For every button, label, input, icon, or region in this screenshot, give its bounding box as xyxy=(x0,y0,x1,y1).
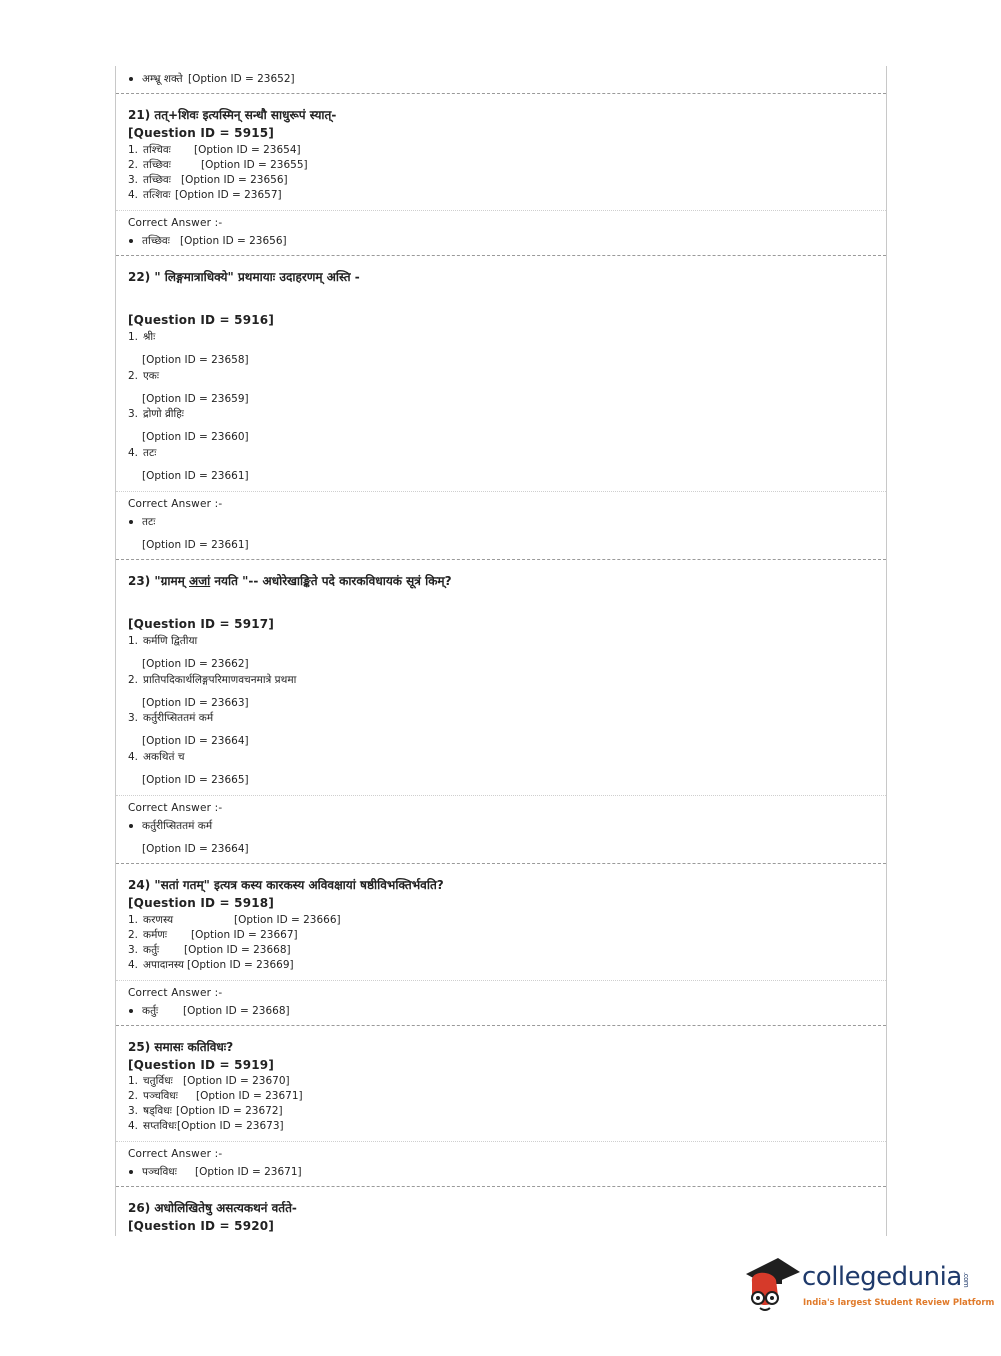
q22-option-4-id: [Option ID = 23661] xyxy=(142,470,249,482)
q22-correct-answer-id: [Option ID = 23661] xyxy=(142,539,249,551)
q24-option-4: 4. अपादानस्य [Option ID = 23669] xyxy=(128,959,294,971)
q23-option-3: 3. कर्तुरीप्सिततमं कर्म xyxy=(128,712,214,724)
q22-option-1-id: [Option ID = 23658] xyxy=(142,354,249,366)
q25-option-3: 3. षड्विधः [Option ID = 23672] xyxy=(128,1105,283,1117)
q25-option-4: 4. सप्तविधः[Option ID = 23673] xyxy=(128,1120,284,1132)
q25-correct-answer-label: Correct Answer :- xyxy=(128,1148,223,1160)
question-24-title: 24) "सतां गतम्" इत्यत्र कस्य कारकस्य अविवक्षायां षष्ठीविभक्तिर्भवति? xyxy=(128,878,444,892)
divider xyxy=(116,1141,886,1142)
question-22-id: [Question ID = 5916] xyxy=(128,313,275,327)
q25-option-1: 1. चतुर्विधः [Option ID = 23670] xyxy=(128,1075,290,1087)
q21-option-2: 2. तच्छिवः [Option ID = 23655] xyxy=(128,159,308,171)
q22-option-3-id: [Option ID = 23660] xyxy=(142,431,249,443)
q24-option-1: 1. करणस्य [Option ID = 23666] xyxy=(128,914,341,926)
q22-option-2-id: [Option ID = 23659] xyxy=(142,393,249,405)
q23-option-1-id: [Option ID = 23662] xyxy=(142,658,249,670)
q23-correct-answer-id: [Option ID = 23664] xyxy=(142,843,249,855)
brand-name: collegedunia .com xyxy=(802,1262,970,1292)
q22-option-2: 2. एकः xyxy=(128,370,159,382)
q23-option-2-id: [Option ID = 23663] xyxy=(142,697,249,709)
q22-correct-answer-label: Correct Answer :- xyxy=(128,498,223,510)
question-23-id: [Question ID = 5917] xyxy=(128,617,275,631)
q24-correct-answer-label: Correct Answer :- xyxy=(128,987,223,999)
q23-option-1: 1. कर्मणि द्वितीया xyxy=(128,635,198,647)
question-24-id: [Question ID = 5918] xyxy=(128,896,275,910)
mascot-icon xyxy=(742,1252,802,1318)
separator xyxy=(116,863,886,864)
question-23-title: 23) "ग्रामम् अजां नयति "-- अधोरेखाङ्किते पदे कारकविधायकं सूत्रं किम्? xyxy=(128,574,452,588)
q22-option-3: 3. द्रोणो व्रीहिः xyxy=(128,408,184,420)
separator xyxy=(116,255,886,256)
question-26-title: 26) अधोलिखितेषु असत्यकथनं वर्तते- xyxy=(128,1201,297,1215)
q21-option-4: 4. तत्शिवः [Option ID = 23657] xyxy=(128,189,282,201)
question-25-id: [Question ID = 5919] xyxy=(128,1058,275,1072)
q22-option-1: 1. श्रीः xyxy=(128,331,156,343)
q23-correct-answer-label: Correct Answer :- xyxy=(128,802,223,814)
q24-option-3: 3. कर्तुः [Option ID = 23668] xyxy=(128,944,291,956)
q24-option-2: 2. कर्मणः [Option ID = 23667] xyxy=(128,929,298,941)
q21-option-3: 3. तच्छिवः [Option ID = 23656] xyxy=(128,174,288,186)
q21-correct-answer-label: Correct Answer :- xyxy=(128,217,223,229)
separator xyxy=(116,559,886,560)
q25-option-2: 2. पञ्चविधः [Option ID = 23671] xyxy=(128,1090,303,1102)
q22-correct-answer: तटः xyxy=(128,516,155,529)
question-25-title: 25) समासः कतिविधः? xyxy=(128,1040,234,1054)
question-21-title: 21) तत्+शिवः इत्यस्मिन् सन्धौ साधुरूपं स्यात्- xyxy=(128,108,337,122)
q25-correct-answer: पञ्चविधः [Option ID = 23671] xyxy=(128,1166,302,1179)
q23-option-4: 4. अकथितं च xyxy=(128,751,185,763)
q23-correct-answer: कर्तुरीप्सिततमं कर्म xyxy=(128,820,212,833)
brand-tagline: India's largest Student Review Platform xyxy=(803,1298,995,1308)
separator xyxy=(116,93,886,94)
q23-option-3-id: [Option ID = 23664] xyxy=(142,735,249,747)
prev-correct-answer: अम्भ्रू शक्ते [Option ID = 23652] xyxy=(128,73,295,86)
separator xyxy=(116,1025,886,1026)
q23-option-2: 2. प्रातिपदिकार्थलिङ्गपरिमाणवचनमात्रे प्रथमा xyxy=(128,674,297,686)
q22-option-4: 4. तटः xyxy=(128,447,157,459)
divider xyxy=(116,491,886,492)
separator xyxy=(116,1186,886,1187)
question-26-id: [Question ID = 5920] xyxy=(128,1219,275,1233)
question-paper-sheet xyxy=(115,66,887,1236)
divider xyxy=(116,795,886,796)
q23-option-4-id: [Option ID = 23665] xyxy=(142,774,249,786)
question-21-id: [Question ID = 5915] xyxy=(128,126,275,140)
divider xyxy=(116,210,886,211)
q21-option-1: 1. तश्चिवः [Option ID = 23654] xyxy=(128,144,301,156)
bullet xyxy=(129,77,133,81)
divider xyxy=(116,980,886,981)
q21-correct-answer: तच्छिवः [Option ID = 23656] xyxy=(128,235,287,248)
q24-correct-answer: कर्तुः [Option ID = 23668] xyxy=(128,1005,290,1018)
question-22-title: 22) " लिङ्गमात्राधिक्ये" प्रथमायाः उदाहरणम् अस्ति - xyxy=(128,270,360,284)
